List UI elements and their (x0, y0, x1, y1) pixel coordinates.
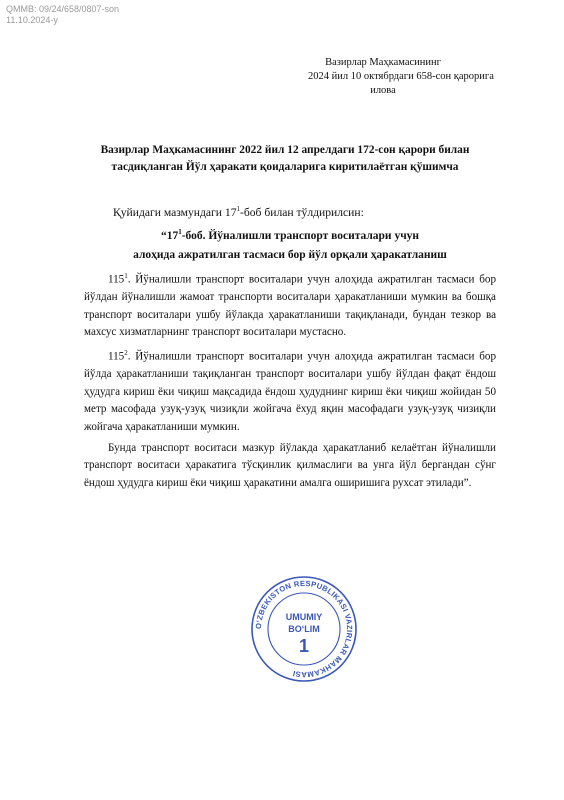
title-line-1: Вазирлар Маҳкамасининг 2022 йил 12 апрелдаги 172-сон қарори билан (100, 144, 470, 156)
paragraph-text: . Йўналишли транспорт воситалари учун алоҳида ажратилган тасмаси бор йўлдан йўналишли жамоат транспорти воситалари ҳаракатланиши мумкин ва бошқа транспорт воситалари ушбу йўлакда ҳаракатланиши тақиқланади, бундан тезкор ва махсус хизматларнинг транспорт воситалари мустасно. (84, 273, 496, 338)
stamp-line-2: BO‘LIM (288, 624, 320, 634)
document-title (70, 142, 500, 176)
intro-sentence (113, 205, 364, 219)
body-text (84, 268, 496, 496)
intro-text-before: Қуйидаги мазмундаги 17 (113, 205, 237, 219)
paragraph-superscript: 1 (124, 272, 128, 280)
document-registration-mark (6, 4, 119, 26)
chapter-heading (120, 223, 460, 265)
paragraph-115-2 (84, 345, 496, 436)
annex-header (308, 56, 494, 98)
annex-line-3: илова (370, 85, 396, 96)
paragraph-closing (84, 440, 496, 492)
paragraph-text: . Йўналишли транспорт воситалари учун алоҳида ажратилган тасмаси бор йўлда ҳаракатланиши тақиқланган транспорт воситалари ушбу йўлдан фақат ёндош ҳудудга кириш ёки чиқиш мақсадида ёндош ҳудуднинг кириш ёки чиқиш жойидан 50 метр масофада узуқ-узуқ чизиқли жойгача ёхуд яқин масофадаги узуқ-узуқ чизиқли жойгача ҳаракатланиши мумкин. (84, 351, 496, 433)
annex-line-2: 2024 йил 10 октябрдаги 658-сон қарорига (308, 71, 494, 82)
chapter-title-part-1: -боб. Йўналишли транспорт воситалари учун (181, 229, 420, 242)
title-line-2: тасдиқланган Йўл ҳаракати қоидаларига киритилаётган қўшимча (111, 161, 459, 173)
paragraph-number: 115 (108, 273, 125, 286)
paragraph-number: 115 (108, 351, 125, 363)
official-stamp (248, 573, 360, 685)
intro-superscript: 1 (236, 205, 240, 213)
registration-date: 11.10.2024-y (6, 15, 58, 25)
paragraph-text: Бунда транспорт воситаси мазкур йўлакда ҳаракатланиб келаётган йўналишли транспорт воситаси ҳаракатига тўсқинлик қилмаслиги ва унга йўл бергандан сўнг ёндош ҳудудга кириш ёки чиқиш ҳаракатини амалга оширишига рухсат этилади”. (84, 442, 496, 489)
chapter-number: “17 (160, 229, 179, 242)
stamp-number: 1 (298, 636, 310, 656)
paragraph-115-1 (84, 268, 496, 341)
chapter-heading-line-2: алоҳида ажратилган тасмаси бор йўл орқали ҳаракатланиш (133, 248, 447, 261)
stamp-line-1: UMUMIY (285, 612, 323, 622)
chapter-heading-line-1 (120, 223, 460, 246)
stamp-ring-text: O‘ZBEKISTON RESPUBLIKASI VAZIRLAR MAHKAMASI (253, 578, 355, 680)
chapter-superscript: 1 (178, 228, 182, 236)
paragraph-superscript: 2 (124, 349, 128, 358)
registration-number: QMMB: 09/24/658/0807-son (6, 4, 120, 14)
annex-line-1: Вазирлар Маҳкамасининг (325, 57, 441, 68)
intro-text-after: -боб билан тўлдирилсин: (240, 205, 364, 219)
